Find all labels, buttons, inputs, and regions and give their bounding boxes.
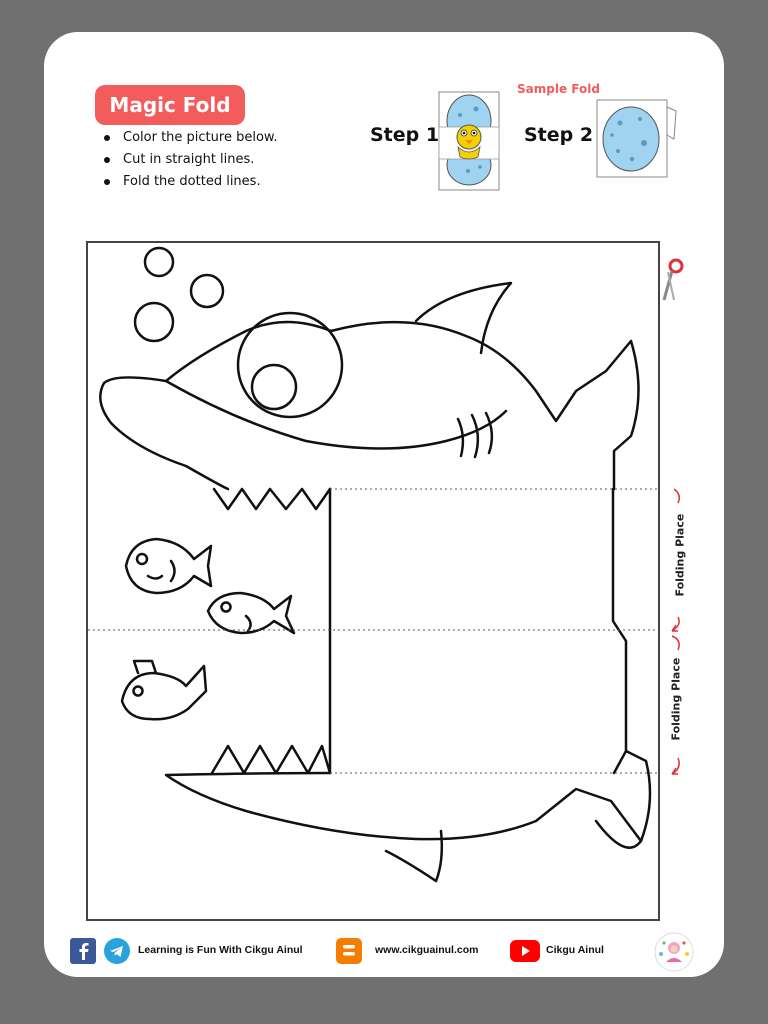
scissors-icon xyxy=(660,258,686,304)
youtube-channel-text: Cikgu Ainul xyxy=(546,944,604,956)
folding-place-label-upper: Folding Place xyxy=(673,513,687,597)
page-title: Magic Fold xyxy=(95,85,245,125)
instruction-item: Cut in straight lines. xyxy=(104,150,277,172)
step-2-fold-illustration xyxy=(596,99,678,179)
instruction-item: Fold the dotted lines. xyxy=(104,172,277,194)
step-2-label: Step 2 xyxy=(524,124,594,146)
facebook-icon[interactable] xyxy=(70,938,96,964)
folding-place-label-lower: Folding Place xyxy=(669,657,683,741)
website-link[interactable]: www.cikguainul.com xyxy=(375,944,479,956)
instructions-list xyxy=(104,128,277,194)
blogger-icon[interactable] xyxy=(336,938,362,964)
youtube-icon[interactable] xyxy=(510,940,540,962)
telegram-icon[interactable] xyxy=(104,938,130,964)
brand-logo-icon xyxy=(652,932,696,972)
instruction-item: Color the picture below. xyxy=(104,128,277,150)
social-handle-text: Learning is Fun With Cikgu Ainul xyxy=(138,944,303,956)
sample-fold-label: Sample Fold xyxy=(517,82,600,96)
step-1-label: Step 1 xyxy=(370,124,440,146)
step-1-fold-illustration xyxy=(438,91,500,191)
shark-coloring-picture xyxy=(86,241,726,921)
